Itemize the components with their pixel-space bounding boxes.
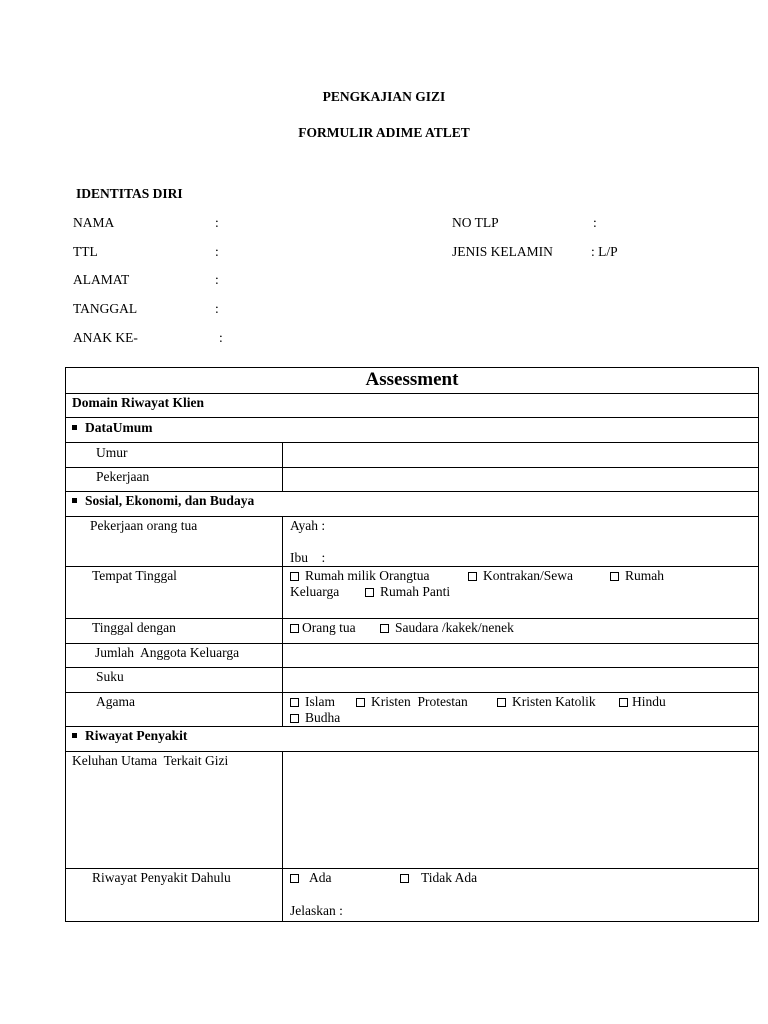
- page-subtitle: FORMULIR ADIME ATLET: [298, 125, 470, 140]
- option-saudara[interactable]: Saudara /kakek/nenek: [380, 620, 514, 636]
- alamat-label: ALAMAT: [73, 272, 130, 287]
- table-row-umur: [66, 443, 758, 468]
- section-riwayat-penyakit-label: Riwayat Penyakit: [85, 728, 188, 743]
- checkbox-icon[interactable]: [610, 572, 619, 581]
- option-rumah-panti[interactable]: Rumah Panti: [365, 584, 450, 600]
- assessment-header-row: [66, 368, 758, 394]
- option-budha[interactable]: Budha: [290, 710, 340, 726]
- assessment-table: [65, 367, 759, 922]
- ayah-label: Ayah :: [290, 518, 326, 533]
- domain-label: Domain Riwayat Klien: [72, 395, 205, 410]
- section-data-umum-label: DataUmum: [85, 420, 153, 435]
- bullet-icon: [72, 425, 77, 430]
- nama-label: NAMA: [73, 215, 115, 230]
- pekerjaan-label: Pekerjaan: [96, 469, 150, 484]
- option-rumah-milik-orangtua[interactable]: Rumah milik Orangtua: [290, 568, 429, 584]
- ttl-label: TTL: [73, 244, 98, 259]
- table-row-pekerjaan: [66, 468, 758, 492]
- option-kristen-katolik[interactable]: Kristen Katolik: [497, 694, 596, 710]
- alamat-colon: :: [215, 272, 219, 287]
- tanggal-colon: :: [215, 301, 219, 316]
- checkbox-icon[interactable]: [400, 874, 409, 883]
- bullet-icon: [72, 733, 77, 738]
- anak-ke-label: ANAK KE-: [73, 330, 138, 345]
- checkbox-icon[interactable]: [290, 698, 299, 707]
- option-rumah-keluarga[interactable]: Rumah: [610, 568, 664, 584]
- keluhan-label: Keluhan Utama Terkait Gizi: [72, 753, 229, 768]
- page-title: PENGKAJIAN GIZI: [322, 89, 446, 104]
- table-row-suku: [66, 668, 758, 693]
- checkbox-icon[interactable]: [290, 874, 299, 883]
- assessment-heading: Assessment: [365, 369, 459, 390]
- section-riwayat-penyakit: [66, 727, 758, 752]
- table-row-riwayat-dahulu: [66, 869, 758, 921]
- option-orang-tua[interactable]: Orang tua: [290, 620, 356, 636]
- option-kristen-protestan[interactable]: Kristen Protestan: [356, 694, 468, 710]
- jelaskan-label: Jelaskan :: [290, 903, 343, 918]
- no-tlp-value: :: [593, 215, 597, 230]
- table-row-tempat-tinggal: [66, 567, 758, 619]
- table-row-keluhan: [66, 752, 758, 869]
- suku-label: Suku: [96, 669, 124, 684]
- ttl-colon: :: [215, 244, 219, 259]
- umur-label: Umur: [96, 445, 128, 460]
- ibu-label: Ibu :: [290, 550, 326, 565]
- section-data-umum: [66, 418, 758, 443]
- tanggal-label: TANGGAL: [73, 301, 138, 316]
- table-row-agama: [66, 693, 758, 727]
- option-kontrakan-sewa[interactable]: Kontrakan/Sewa: [468, 568, 573, 584]
- jenis-kelamin-value: : L/P: [591, 244, 618, 259]
- section-sosial: [66, 492, 758, 517]
- no-tlp-label: NO TLP: [452, 215, 499, 230]
- option-islam[interactable]: Islam: [290, 694, 335, 710]
- checkbox-icon[interactable]: [290, 714, 299, 723]
- agama-label: Agama: [96, 694, 135, 709]
- bullet-icon: [72, 498, 77, 503]
- table-row-jumlah-keluarga: [66, 644, 758, 668]
- identity-section-title: IDENTITAS DIRI: [76, 186, 183, 201]
- rumah-keluarga-continuation: Keluarga: [290, 584, 340, 599]
- checkbox-icon[interactable]: [356, 698, 365, 707]
- jumlah-keluarga-label: Jumlah Anggota Keluarga: [95, 645, 240, 660]
- checkbox-icon[interactable]: [290, 572, 299, 581]
- domain-row: [66, 394, 758, 418]
- table-row-tinggal-dengan: [66, 619, 758, 644]
- option-hindu[interactable]: Hindu: [619, 694, 666, 710]
- tinggal-dengan-label: Tinggal dengan: [92, 620, 176, 635]
- option-tidak-ada[interactable]: Tidak Ada: [400, 870, 477, 886]
- option-ada[interactable]: Ada: [290, 870, 332, 886]
- tempat-tinggal-label: Tempat Tinggal: [92, 568, 177, 583]
- nama-colon: :: [215, 215, 219, 230]
- jenis-kelamin-label: JENIS KELAMIN: [452, 244, 553, 259]
- checkbox-icon[interactable]: [468, 572, 477, 581]
- table-row-pekerjaan-ortu: [66, 517, 758, 567]
- anak-ke-colon: :: [219, 330, 223, 345]
- pekerjaan-ortu-label: Pekerjaan orang tua: [90, 518, 198, 533]
- checkbox-icon[interactable]: [380, 624, 389, 633]
- checkbox-icon[interactable]: [619, 698, 628, 707]
- checkbox-icon[interactable]: [497, 698, 506, 707]
- checkbox-icon[interactable]: [290, 624, 299, 633]
- checkbox-icon[interactable]: [365, 588, 374, 597]
- riwayat-dahulu-label: Riwayat Penyakit Dahulu: [92, 870, 231, 885]
- section-sosial-label: Sosial, Ekonomi, dan Budaya: [85, 493, 255, 508]
